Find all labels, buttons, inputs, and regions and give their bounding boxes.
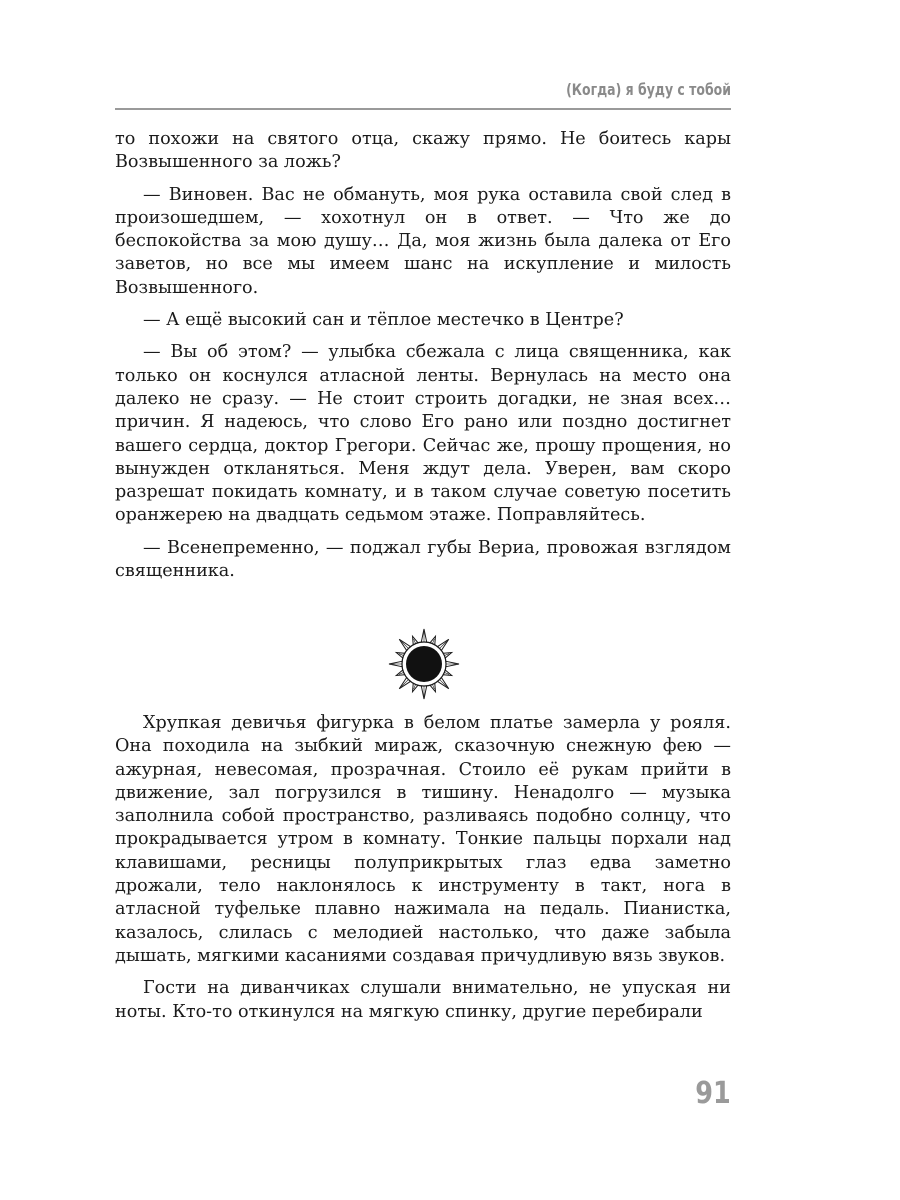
page-number: 91 bbox=[695, 1076, 731, 1111]
black-sun-icon bbox=[388, 628, 460, 700]
paragraph: — А ещё высокий сан и тёплое местечко в Центре? bbox=[143, 310, 624, 331]
header-rule bbox=[115, 108, 731, 110]
paragraph: — Всенепременно, — поджал губы Вериа, провожая взглядом священника. bbox=[115, 537, 731, 582]
paragraph: — Виновен. Вас не обмануть, моя рука оставила свой след в произошедшем, — хохотнул он в ответ. — Что же до беспокойства за мою душу… Да, моя жизнь была далека от Его заветов, но все мы имеем шанс на искупление и милость Возвышенного. bbox=[115, 184, 731, 298]
paragraph: — Вы об этом? — улыбка сбежала с лица священника, как только он коснулся атласной ленты. Вернулась на место она далеко не сразу. — Не стоит строить догадки, не зная всех… причин. Я надеюсь, что слово Его рано или поздно достигнет вашего сердца, доктор Грегори. Сейчас же, прошу прощения, но вынужден откланяться. Меня ждут дела. Уверен, вам скоро разрешат покидать комнату, и в таком случае советую посетить оранжерею на двадцать седьмом этаже. Поправляйтесь. bbox=[115, 342, 731, 526]
text-block-narrative bbox=[115, 712, 731, 1024]
paragraph: Хрупкая девичья фигурка в белом платье замерла у рояля. Она походила на зыбкий мираж, сказочную снежную фею — ажурная, невесомая, прозрачная. Стоило её рукам прийти в движение, зал погрузился в тишину. Ненадолго — музыка заполнила собой пространство, разливаясь подобно солнцу, что прокрадывается утром в комнату. Тонкие пальцы порхали над клавишами, ресницы полуприкрытых глаз едва заметно дрожали, тело наклонялось к инструменту в такт, нога в атласной туфельке плавно нажимала на педаль. Пианистка, казалось, слилась с мелодией настолько, что даже забыла дышать, мягкими касаниями создавая причудливую вязь звуков. bbox=[115, 713, 731, 966]
paragraph: Гости на диванчиках слушали внимательно, не упуская ни ноты. Кто-то откинулся на мягкую спинку, другие перебирали bbox=[115, 978, 731, 1022]
paragraph: то похожи на святого отца, скажу прямо. Не боитесь кары Возвышенного за ложь? bbox=[115, 129, 731, 173]
text-block-dialogue bbox=[115, 128, 731, 583]
running-header: (Когда) я буду с тобой bbox=[566, 80, 731, 99]
